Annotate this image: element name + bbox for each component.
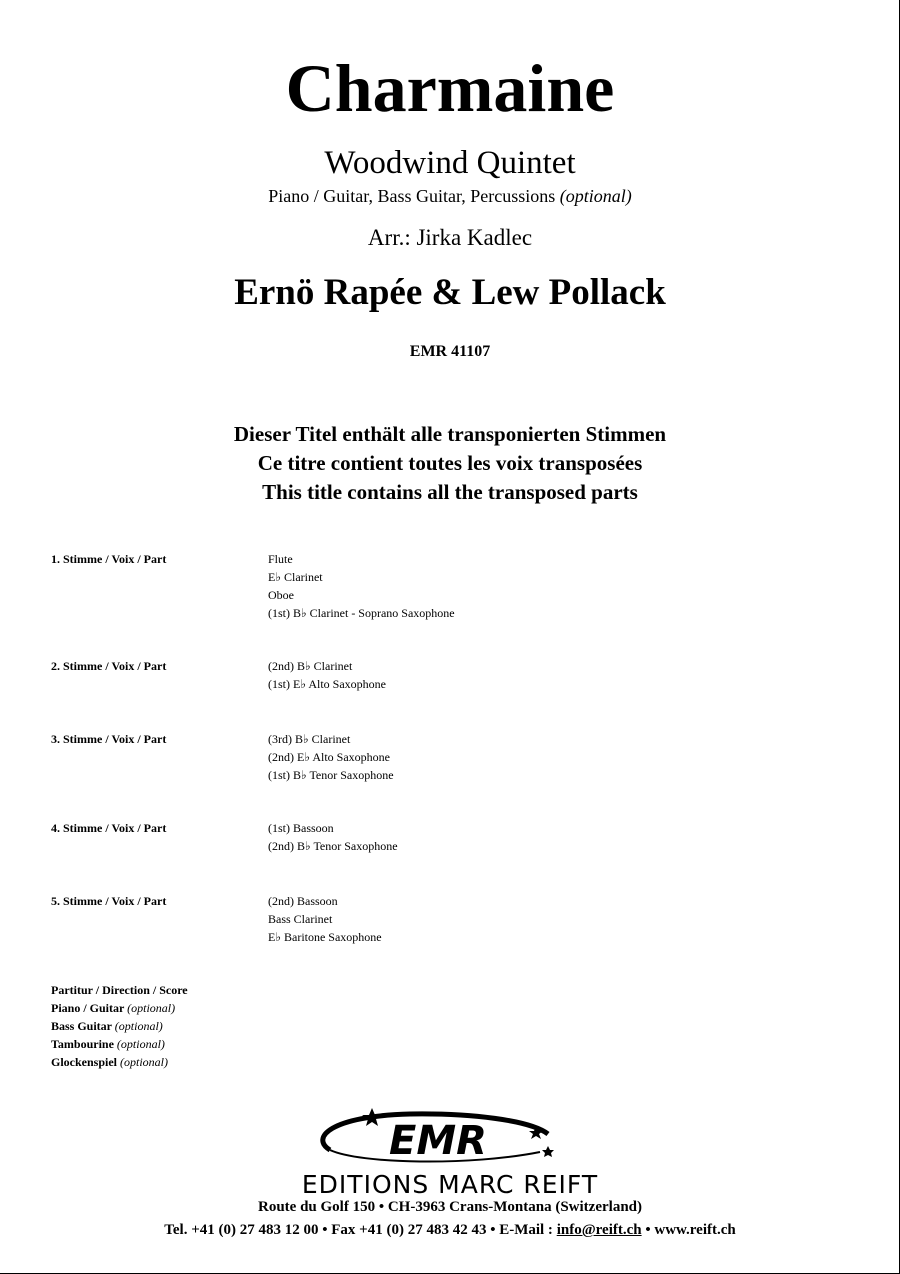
part-instrument: (3rd) B♭ Clarinet <box>268 732 351 746</box>
extra-part-note: (optional) <box>127 1001 176 1015</box>
notice-french: Ce titre contient toutes les voix transposées <box>257 451 643 475</box>
piece-title: Charmaine <box>285 50 615 126</box>
part-instrument: Flute <box>268 552 293 566</box>
extra-part <box>51 1053 451 1071</box>
composer-credit: Ernö Rapée & Lew Pollack <box>234 272 666 313</box>
extra-part-note: (optional) <box>116 1037 165 1051</box>
part-instrument-list <box>268 892 768 946</box>
website-text: • www.reift.ch <box>641 1222 736 1238</box>
notice-german: Dieser Titel enthält alle transponierten Stimmen <box>233 422 667 446</box>
part-instrument-list <box>268 550 768 622</box>
extra-part <box>51 1017 451 1035</box>
part-label: 3. Stimme / Voix / Part <box>51 732 167 746</box>
extra-part-name: Glockenspiel <box>51 1055 118 1069</box>
part-instrument: (2nd) E♭ Alto Saxophone <box>268 750 390 764</box>
arranger-credit: Arr.: Jirka Kadlec <box>367 225 533 250</box>
additional-instruments <box>0 184 900 208</box>
additional-instruments-list: Piano / Guitar, Bass Guitar, Percussions <box>268 186 560 206</box>
extra-part-note: (optional) <box>114 1019 163 1033</box>
publisher-contact <box>0 1219 900 1241</box>
extra-part <box>51 1035 451 1053</box>
part-label: 4. Stimme / Voix / Part <box>51 821 167 835</box>
ensemble-subtitle: Woodwind Quintet <box>324 145 576 181</box>
part-instrument-list <box>268 730 768 784</box>
contact-phone-fax: Tel. +41 (0) 27 483 12 00 • Fax +41 (0) 27 483 42 43 • E-Mail : <box>164 1222 557 1238</box>
extra-part-name: Piano / Guitar <box>51 1001 125 1015</box>
extra-parts-list <box>51 981 451 1071</box>
part-instrument-list <box>268 657 768 693</box>
part-label: 5. Stimme / Voix / Part <box>51 894 167 908</box>
part-instrument: Bass Clarinet <box>268 912 333 926</box>
part-label: 1. Stimme / Voix / Part <box>51 552 167 566</box>
part-label: 2. Stimme / Voix / Part <box>51 659 167 673</box>
part-instrument: (1st) B♭ Clarinet - Soprano Saxophone <box>268 606 455 620</box>
notice-english: This title contains all the transposed parts <box>262 480 638 504</box>
part-instrument: (2nd) Bassoon <box>268 894 338 908</box>
extra-part <box>51 999 451 1017</box>
extra-part-name: Tambourine <box>51 1037 114 1051</box>
extra-part <box>51 981 451 999</box>
extra-part-name: Partitur / Direction / Score <box>51 983 188 997</box>
optional-note: (optional) <box>559 186 632 206</box>
part-instrument: (1st) Bassoon <box>268 821 334 835</box>
part-instrument: E♭ Baritone Saxophone <box>268 930 382 944</box>
email-link[interactable]: info@reift.ch <box>556 1222 642 1238</box>
part-instrument: (2nd) B♭ Clarinet <box>268 659 353 673</box>
part-instrument-list <box>268 819 768 855</box>
catalog-number: EMR 41107 <box>409 343 491 360</box>
publisher-address: Route du Golf 150 • CH-3963 Crans-Montana (Switzerland) <box>258 1199 642 1215</box>
part-instrument: (2nd) B♭ Tenor Saxophone <box>268 839 398 853</box>
emr-logo <box>300 1108 560 1170</box>
part-instrument: Oboe <box>268 588 294 602</box>
logo-text: EMR <box>389 1118 487 1164</box>
part-instrument: (1st) B♭ Tenor Saxophone <box>268 768 394 782</box>
publisher-name: EDITIONS MARC REIFT <box>301 1170 599 1199</box>
extra-part-name: Bass Guitar <box>51 1019 112 1033</box>
part-instrument: (1st) E♭ Alto Saxophone <box>268 677 386 691</box>
part-instrument: E♭ Clarinet <box>268 570 323 584</box>
extra-part-note: (optional) <box>120 1055 169 1069</box>
